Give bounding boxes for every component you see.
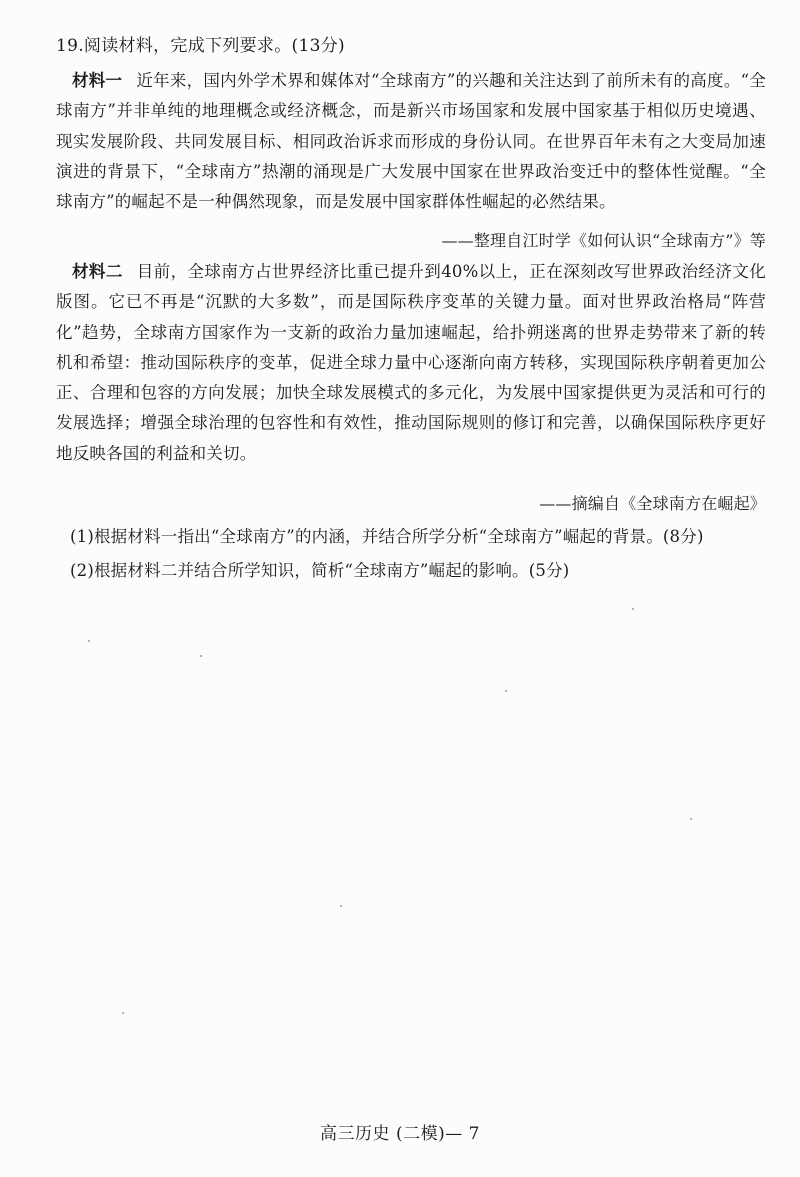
scan-speck xyxy=(122,1012,124,1014)
scan-speck xyxy=(632,608,634,610)
page-footer: 高三历史 (二模)— 7 xyxy=(320,1124,480,1144)
material-two-source: ——摘编自《全球南方在崛起》 xyxy=(539,494,766,513)
scan-speck xyxy=(505,690,507,692)
material-one-source: ——整理自江时学《如何认识“全球南方”》等 xyxy=(441,231,766,250)
scan-speck xyxy=(690,818,692,820)
material-one-text: 近年来，国内外学术界和媒体对“全球南方”的兴趣和关注达到了前所未有的高度。“全球南方”并非单纯的地理概念或经济概念，而是新兴市场国家和发展中国家基于相似历史境遇、现实发展阶段、共同发展目标、相同政治诉求而形成的身份认同。在世界百年未有之大变局加速演进的背景下，“全球南方”热潮的涌现是广大发展中国家在世界政治变迁中的整体性觉醒。“全球南方”的崛起不是一种偶然现象，而是发展中国家群体性崛起的必然结果。 xyxy=(56,71,766,212)
scan-speck xyxy=(340,905,342,907)
question-title: 19.阅读材料，完成下列要求。(13分) xyxy=(56,36,345,56)
material-two-text: 目前，全球南方占世界经济比重已提升到40%以上，正在深刻改写世界政治经济文化版图。它已不再是“沉默的大多数”，而是国际秩序变革的关键力量。面对世界政治格局“阵营化”趋势，全球南方国家作为一支新的政治力量加速崛起，给扑朔迷离的世界走势带来了新的转机和希望：推动国际秩序的变革，促进全球力量中心逐渐向南方转移，实现国际秩序朝着更加公正、合理和包容的方向发展；加快全球发展模式的多元化，为发展中国家提供更为灵活和可行的发展选择；增强全球治理的包容性和有效性，推动国际规则的修订和完善，以确保国际秩序更好地反映各国的利益和关切。 xyxy=(56,262,766,463)
sub-question-1: (1)根据材料一指出“全球南方”的内涵，并结合所学分析“全球南方”崛起的背景。(8分) xyxy=(70,527,704,546)
material-one-label: 材料一 xyxy=(72,71,123,90)
scan-speck xyxy=(88,640,90,642)
material-one xyxy=(56,66,766,217)
sub-question-2: (2)根据材料二并结合所学知识，简析“全球南方”崛起的影响。(5分) xyxy=(70,561,570,580)
material-two-label: 材料二 xyxy=(72,262,123,281)
material-two xyxy=(56,257,766,469)
scan-speck xyxy=(200,655,202,657)
